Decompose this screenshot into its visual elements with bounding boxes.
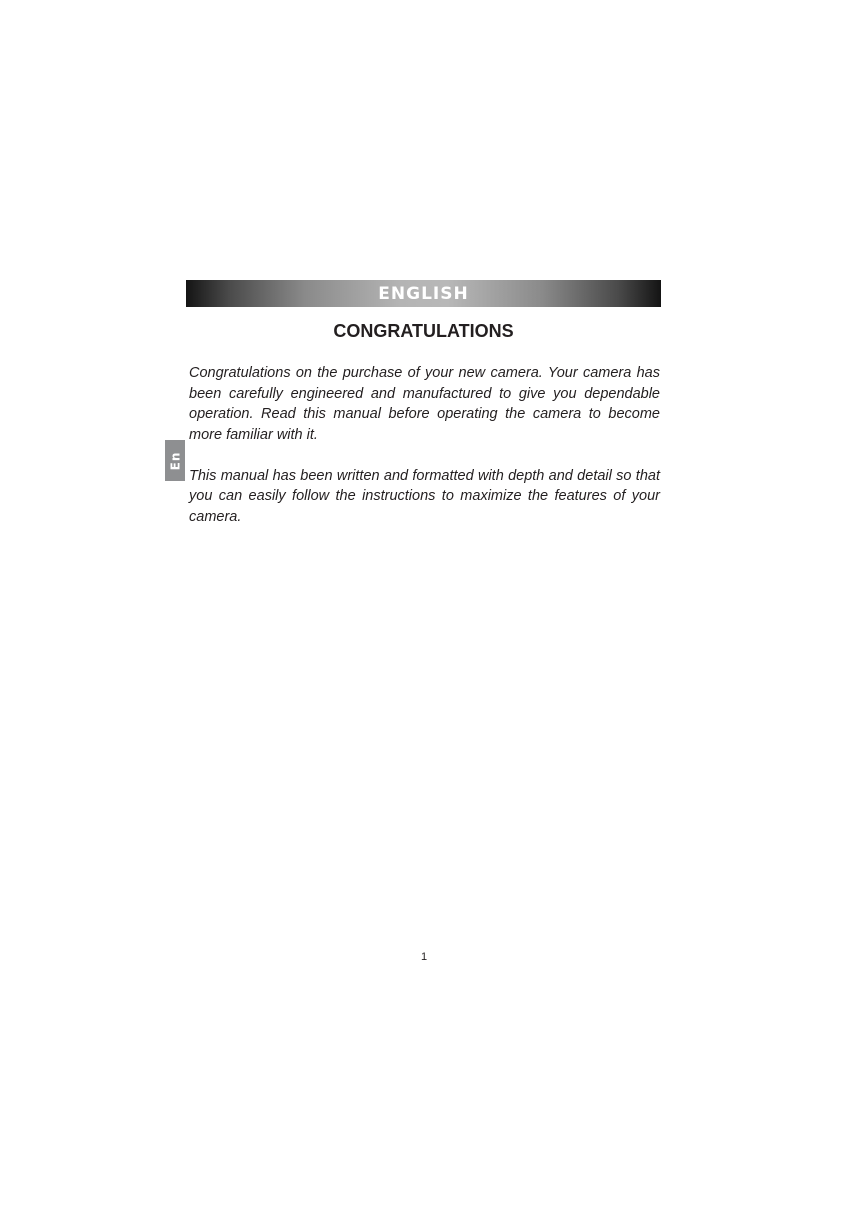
language-code: En [168, 451, 182, 470]
intro-paragraph: Congratulations on the purchase of your new camera. Your camera has been carefully engineered and manufactured to give you dependable operation. Read this manual before operating the camera to become more familiar with it. [189, 365, 660, 443]
body-text [189, 363, 660, 548]
manual-paragraph: This manual has been written and formatted with depth and detail so that you can easily follow the instructions to maximize the features of your camera. [189, 467, 660, 525]
language-label: ENGLISH [378, 283, 469, 304]
language-side-tab [165, 440, 185, 481]
language-banner [186, 280, 661, 307]
page-title: CONGRATULATIONS [333, 321, 514, 341]
page-number: 1 [420, 951, 428, 963]
